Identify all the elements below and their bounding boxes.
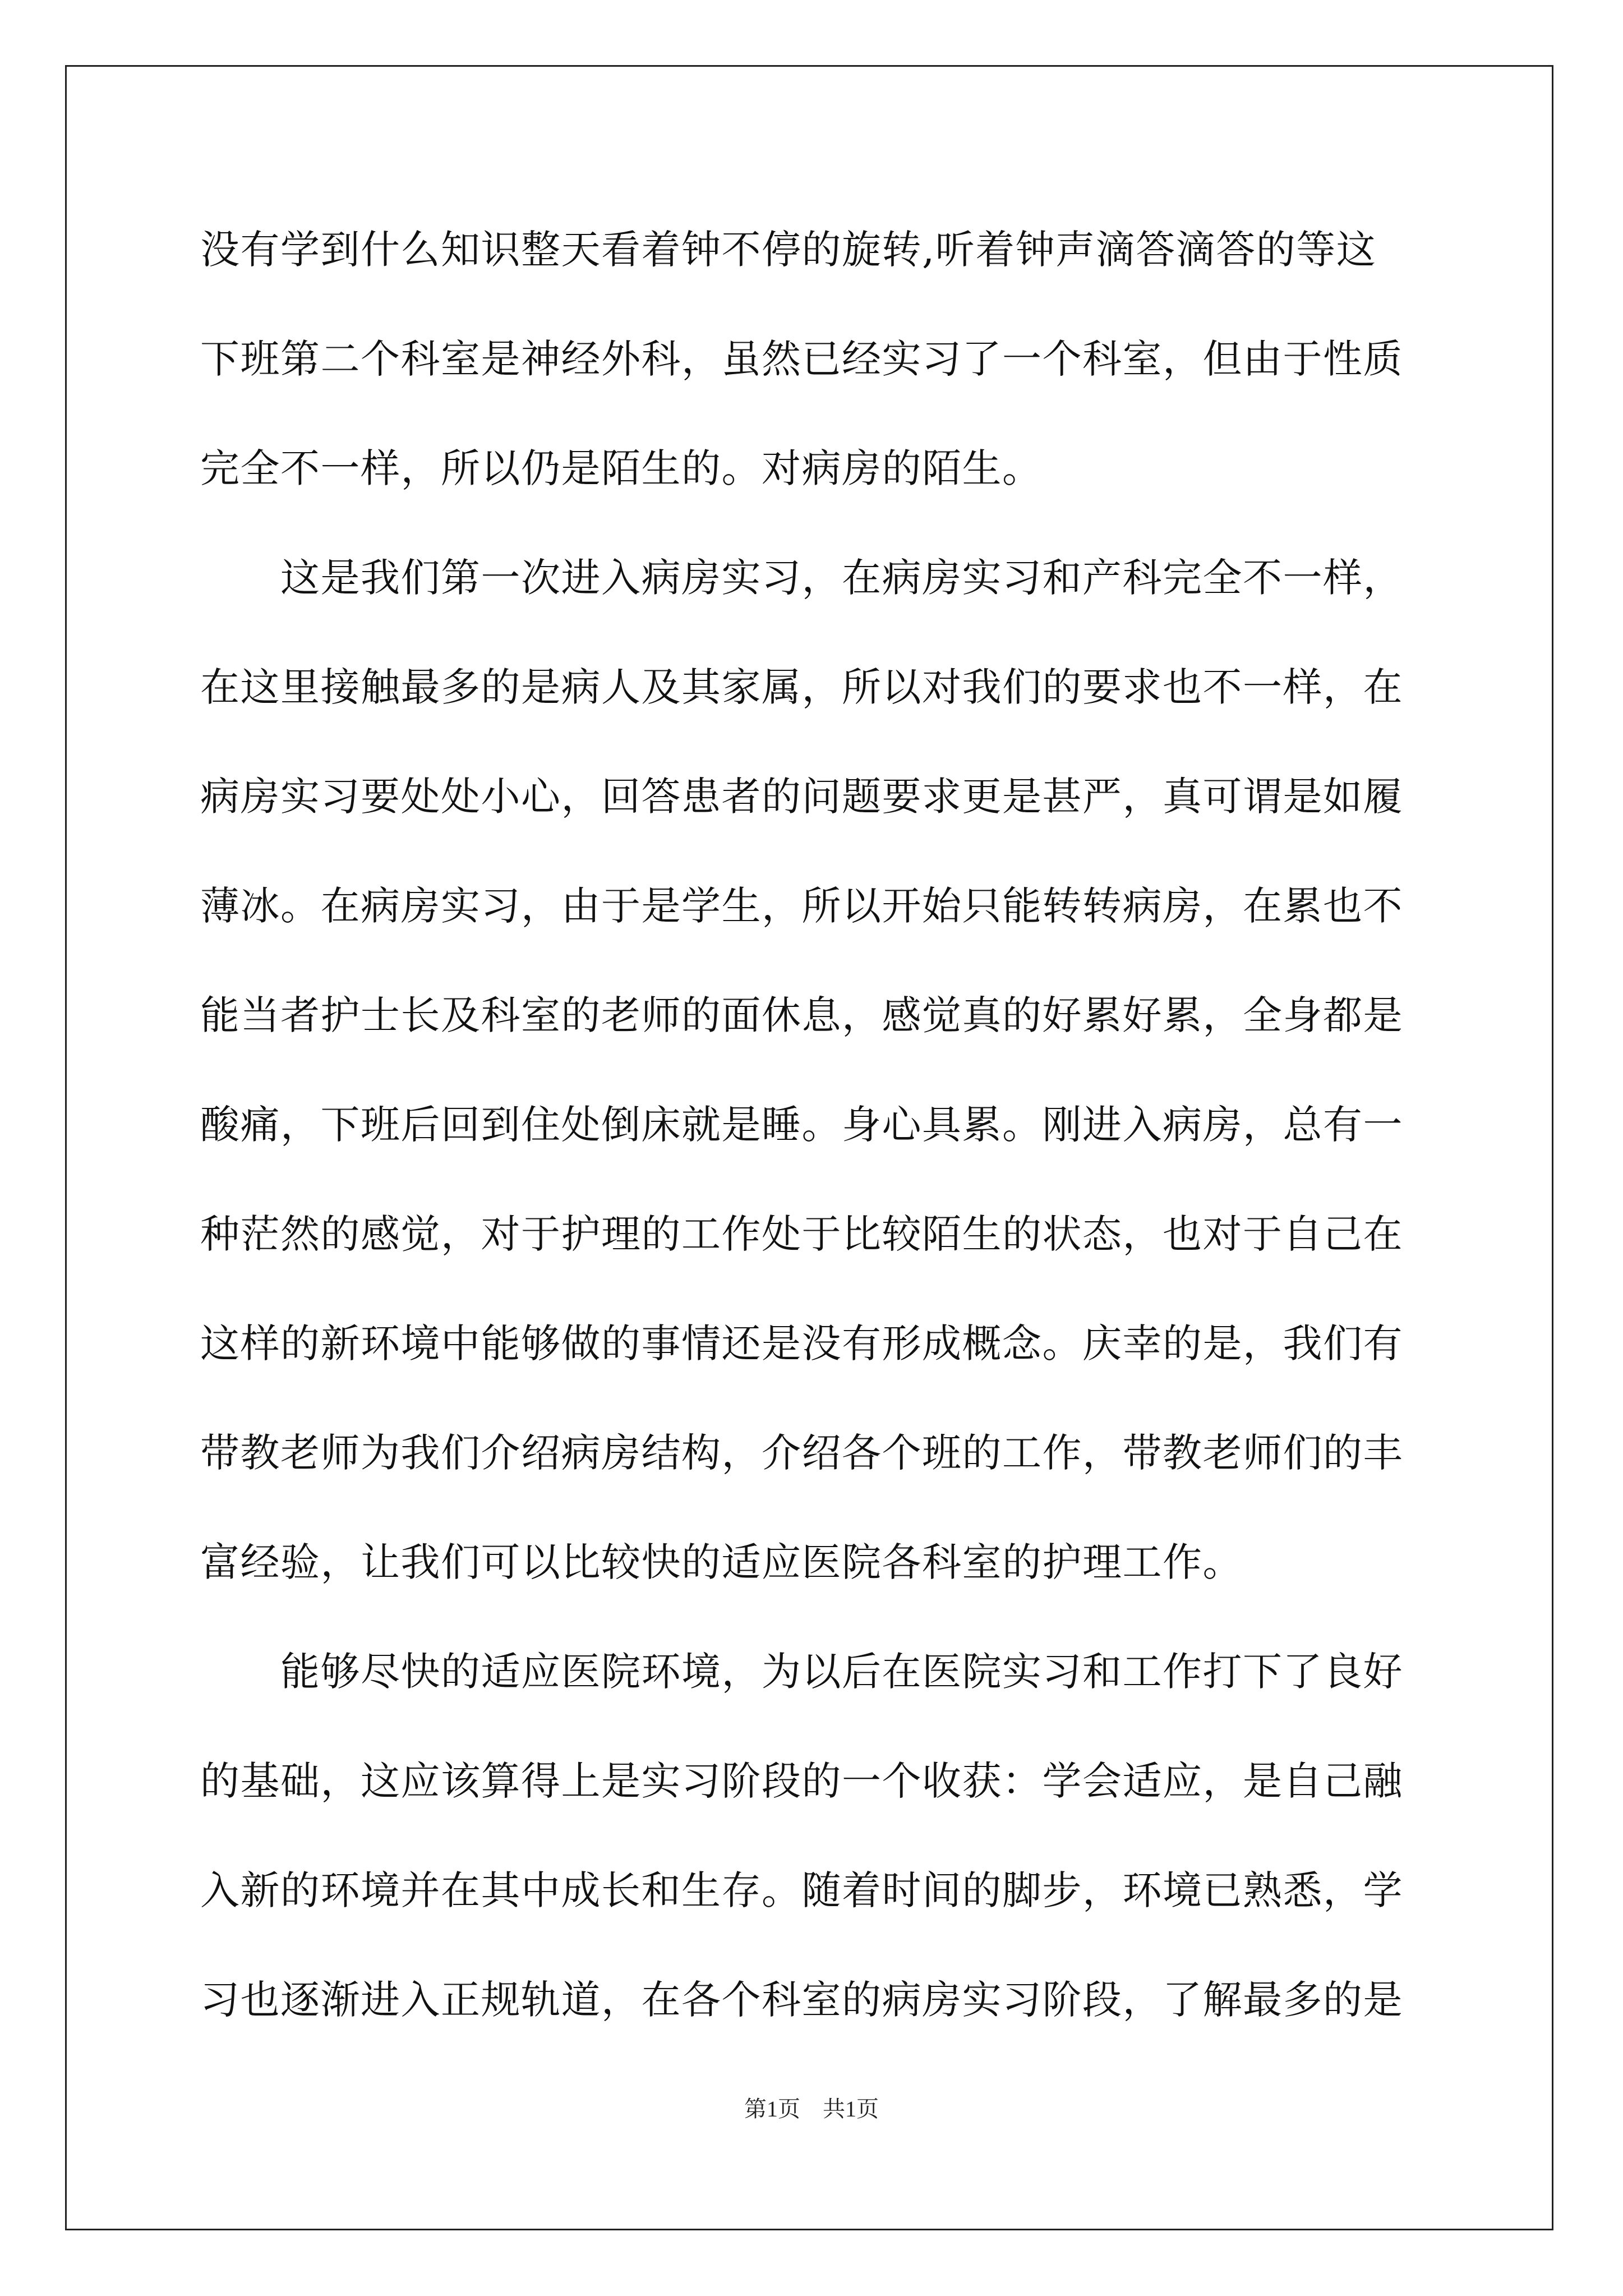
text-line: 这是我们第一次进入病房实习，在病房实习和产科完全不一样， bbox=[200, 555, 1403, 601]
text-line: 入新的环境并在其中成长和生存。随着时间的脚步，环境已熟悉，学 bbox=[200, 1867, 1403, 1913]
text-line: 的基础，这应该算得上是实习阶段的一个收获：学会适应，是自己融 bbox=[200, 1758, 1403, 1804]
text-line: 酸痛，下班后回到住处倒床就是睡。身心具累。刚进入病房，总有一 bbox=[200, 1102, 1403, 1148]
text-line: 下班第二个科室是神经外科，虽然已经实习了一个科室，但由于性质 bbox=[200, 336, 1403, 382]
text-line: 习也逐渐进入正规轨道，在各个科室的病房实习阶段，了解最多的是 bbox=[200, 1977, 1403, 2023]
text-line: 病房实习要处处小心，回答患者的问题要求更是甚严，真可谓是如履 bbox=[200, 774, 1403, 820]
text-line: 能当者护士长及科室的老师的面休息，感觉真的好累好累，全身都是 bbox=[200, 992, 1403, 1038]
text-line: 在这里接触最多的是病人及其家属，所以对我们的要求也不一样，在 bbox=[200, 664, 1403, 710]
text-line: 带教老师为我们介绍病房结构，介绍各个班的工作，带教老师们的丰 bbox=[200, 1430, 1403, 1476]
text-line: 能够尽快的适应医院环境，为以后在医院实习和工作打下了良好 bbox=[200, 1649, 1403, 1695]
text-line: 这样的新环境中能够做的事情还是没有形成概念。庆幸的是，我们有 bbox=[200, 1320, 1403, 1366]
page-number-footer: 第1页 共1页 bbox=[744, 2096, 879, 2122]
text-line: 薄冰。在病房实习，由于是学生，所以开始只能转转病房，在累也不 bbox=[200, 883, 1403, 929]
text-line: 完全不一样，所以仍是陌生的。对病房的陌生。 bbox=[200, 445, 1043, 491]
text-line: 种茫然的感觉，对于护理的工作处于比较陌生的状态，也对于自己在 bbox=[200, 1211, 1403, 1257]
text-line: 没有学到什么知识整天看着钟不停的旋转,听着钟声滴答滴答的等这 bbox=[200, 227, 1377, 273]
text-line: 富经验，让我们可以比较快的适应医院各科室的护理工作。 bbox=[200, 1539, 1243, 1585]
